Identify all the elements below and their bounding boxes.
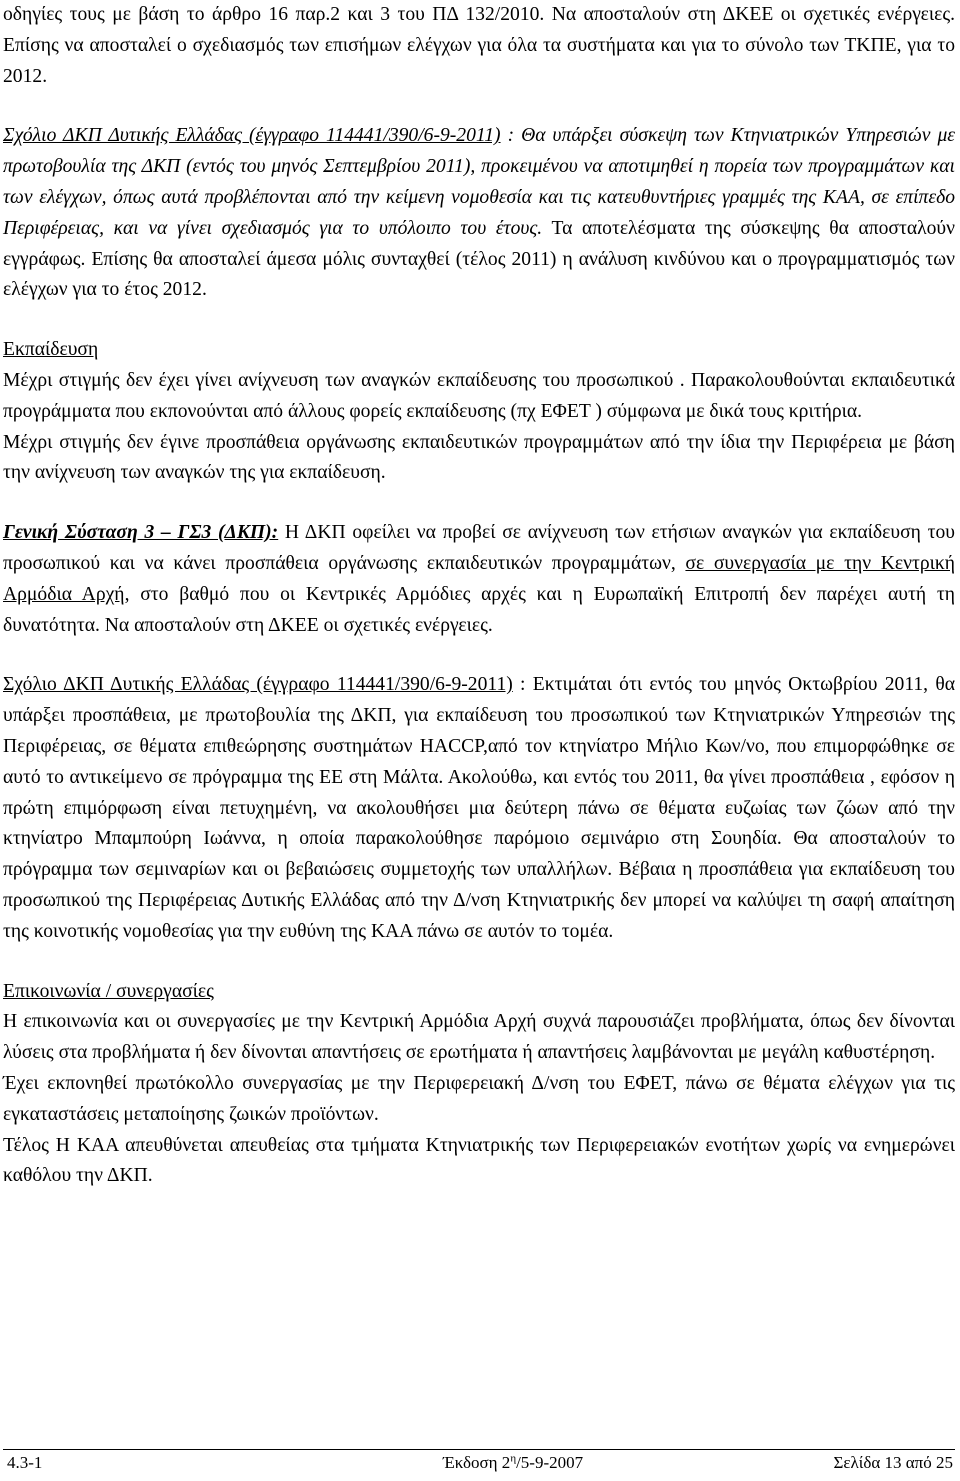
section-heading-training: Εκπαίδευση [3, 339, 99, 361]
general-recommendation-3 [3, 518, 955, 641]
footer-page-number: Σελίδα 13 από 25 [833, 1453, 953, 1472]
comment-2 [3, 670, 955, 947]
comment-1-heading: Σχόλιο ΔΚΠ Δυτικής Ελλάδας (έγγραφο 114441/390/6-9-2011) [3, 125, 501, 147]
footer-edition-suffix: /5-9-2007 [516, 1453, 584, 1472]
gs3-underlined: σε συνεργασία με την Κεντρική Αρμόδια Αρχή [3, 552, 955, 605]
comment-2-heading: Σχόλιο ΔΚΠ Δυτικής Ελλάδας (έγγραφο 114441/390/6-9-2011) [3, 674, 513, 696]
communication-paragraph-3: Τέλος Η ΚΑΑ απευθύνεται απευθείας στα τμήματα Κτηνιατρικής των Περιφερειακών ενοτήτων χωρίς να ενημερώνει καθόλου την ΔΚΠ. [3, 1134, 955, 1187]
training-paragraph-2: Μέχρι στιγμής δεν έγινε προσπάθεια οργάνωσης εκπαιδευτικών προγραμμάτων από την ίδια την Περιφέρεια με βάση την ανίχνευση των αναγκών της για εκπαίδευση. [3, 431, 955, 484]
gs3-text-1: Η ΔΚΠ οφείλει να προβεί σε ανίχνευση των ετήσιων αναγκών για εκπαίδευση του προσωπικού και να κάνει προσπάθεια οργάνωσης εκπαιδευτικών προγραμμάτων, [3, 522, 955, 574]
gs3-label: Γενική Σύσταση 3 – ΓΣ3 (ΔΚΠ): [3, 522, 279, 544]
section-heading-communication: Επικοινωνία / συνεργασίες [3, 980, 214, 1002]
footer-edition-prefix: Έκδοση 2 [443, 1453, 511, 1472]
gs3-text-2: , στο βαθμό που οι Κεντρικές Αρμόδιες αρχές και η Ευρωπαϊκή Επιτροπή δεν παρέχει αυτή τη δυνατότητα. Να αποσταλούν στη ΔΚΕΕ οι σχετικές ενέργειες. [3, 583, 955, 636]
comment-1-italic: : Θα υπάρξει σύσκεψη των Κτηνιατρικών Υπηρεσιών με πρωτοβουλία της ΔΚΠ (εντός του μηνός Σεπτεμβρίου 2011), προκειμένου να αποτιμηθεί η πορεία των προγραμμάτων και των ελέγχων, όπως αυτά προβλέπονται από την κείμενη νομοθεσία και τις κατευθυντήριες γραμμές της ΚΑΑ, σε επίπεδο Περιφέρειας, και να γίνει σχεδιασμός για το υπόλοιπο του έτους. [3, 125, 955, 239]
comment-1-rest: Τα αποτελέσματα της σύσκεψης θα αποσταλούν εγγράφως. Επίσης θα αποσταλεί άμεσα μόλις συνταχθεί (τέλος 2011) η ανάλυση κινδύνου και ο προγραμματισμός των ελέγχων για το έτος 2012. [3, 217, 955, 301]
comment-2-text: : Εκτιμάται ότι εντός του μηνός Οκτωβρίου 2011, θα υπάρξει προσπάθεια, με πρωτοβουλία της ΔΚΠ, για εκπαίδευση του προσωπικού των Κτηνιατρικών Υπηρεσιών της Περιφέρειας, σε θέματα επιθεώρησης συστημάτων HACCP,από τον κτηνίατρο Μήλιο Κων/νο, που επιμορφώθηκε σε αυτό το αντικείμενο σε πρόγραμμα της ΕΕ στη Μάλτα. Ακολούθω, και εντός του 2011, θα γίνει προσπάθεια , εφόσον η πρώτη επιμόρφωση είναι πετυχημένη, να ακολουθήσει μια δεύτερη πάνω σε θέματα ευζωίας των ζώων από την κτηνίατρο Μπαμπούρη Ιωάννα, η οποία παρακολούθησε παρόμοιο σεμινάριο στη Σουηδία. Θα αποσταλούν το πρόγραμμα των σεμιναρίων και οι βεβαιώσεις συμμετοχής των υπαλλήλων. Βέβαια η προσπάθεια για εκπαίδευση του προσωπικού της Περιφέρειας Δυτικής Ελλάδας από την Δ/νση Κτηνιατρικής δεν μπορεί να καλύψει τη σαφή απαίτηση της κοινοτικής νομοθεσίας για την ευθύνη της ΚΑΑ πάνω σε αυτόν το τομέα. [3, 674, 955, 942]
comment-1 [3, 121, 955, 306]
communication-paragraph-1: Η επικοινωνία και οι συνεργασίες με την Κεντρική Αρμόδια Αρχή συχνά παρουσιάζει προβλήματα, όπως δεν δίνονται λύσεις στα προβλήματα ή δεν δίνονται απαντήσεις σε ερωτήματα ή απαντήσεις λαμβάνονται με μεγάλη καθυστέρηση. [3, 1011, 955, 1064]
paragraph-intro: οδηγίες τους με βάση το άρθρο 16 παρ.2 και 3 του ΠΔ 132/2010. Να αποσταλούν στη ΔΚΕΕ οι σχετικές ενέργειες. Επίσης να αποσταλεί ο σχεδιασμός των επισήμων ελέγχων για όλα τα συστήματα και για το σύνολο των ΤΚΠΕ, για το 2012. [3, 4, 955, 87]
communication-paragraph-2: Έχει εκπονηθεί πρωτόκολλο συνεργασίας με την Περιφερειακή Δ/νση του ΕΦΕΤ, πάνω σε θέματα ελέγχων για τις εγκαταστάσεις μεταποίησης ζωικών προϊόντων. [3, 1072, 955, 1125]
footer-edition-sup: η [510, 1452, 517, 1465]
footer-section-number: 4.3-1 [7, 1453, 43, 1472]
training-paragraph-1: Μέχρι στιγμής δεν έχει γίνει ανίχνευση των αναγκών εκπαίδευσης του προσωπικού . Παρακολουθούνται εκπαιδευτικά προγράμματα που εκπονούνται από άλλους φορείς εκπαίδευσης (πχ ΕΦΕΤ ) σύμφωνα με δικά τους κριτήρια. [3, 369, 955, 422]
footer-edition [443, 1453, 583, 1473]
footer-rule [3, 1449, 955, 1450]
